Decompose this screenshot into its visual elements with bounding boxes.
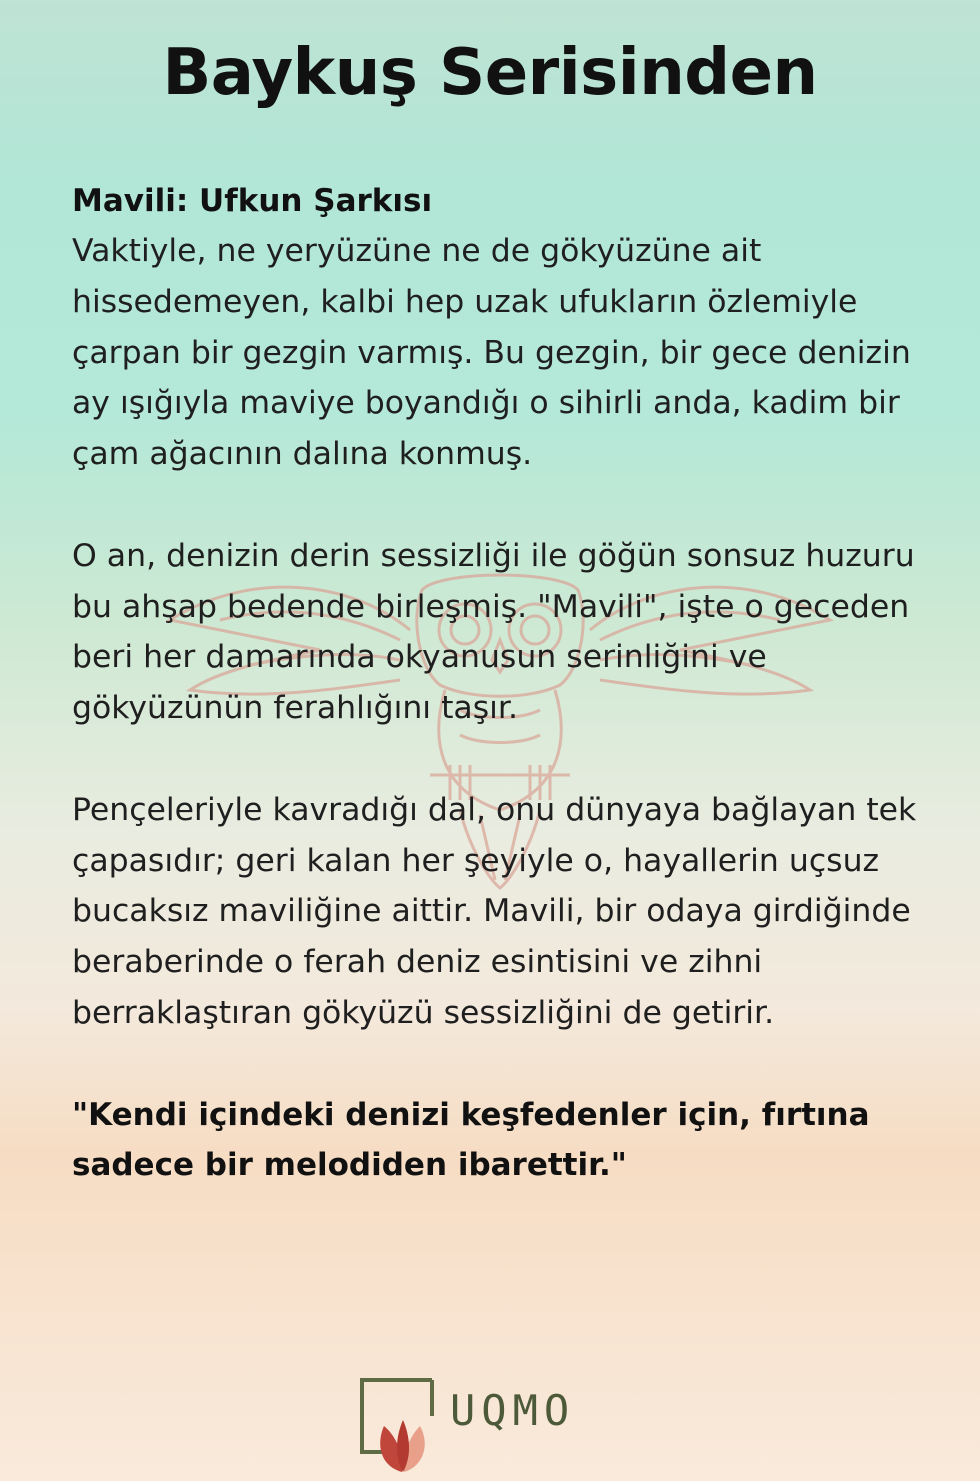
uqmo-logo [358,1376,598,1472]
story-paragraph-1: Vaktiyle, ne yeryüzüne ne de gökyüzüne ait hissedemeyen, kalbi hep uzak ufukların özlemiyle çarpan bir gezgin varmış. Bu gezgin, bir gece denizin ay ışığıyla maviye boyandığı o sihirli anda, kadim bir çam ağacının dalına konmuş. [72,233,911,473]
page-title: Baykuş Serisinden [162,36,818,110]
leaf-frame-icon [358,1376,438,1476]
story-paragraph-3: Pençeleriyle kavradığı dal, onu dünyaya bağlayan tek çapasıdır; geri kalan her şeyiyle o, hayallerin uçsuz bucaksız maviliğine aittir. Mavili, bir odaya girdiğinde beraberinde o ferah deniz esintisini ve zihni berraklaştıran gökyüzü sessizliğini de getirir. [72,791,917,1031]
story-subtitle: Mavili: Ufkun Şarkısı [72,183,433,219]
story-content [72,176,932,1191]
logo-text: UQMO [450,1386,576,1435]
story-quote: "Kendi içindeki denizi keşfedenler için, fırtına sadece bir melodiden ibarettir." [72,1096,870,1184]
story-paragraph-2: O an, denizin derin sessizliği ile göğün sonsuz huzuru bu ahşap bedende birleşmiş. "Mavili", işte o geceden beri her damarında okyanusun serinliğini ve gökyüzünün ferahlığını taşır. [72,537,915,727]
